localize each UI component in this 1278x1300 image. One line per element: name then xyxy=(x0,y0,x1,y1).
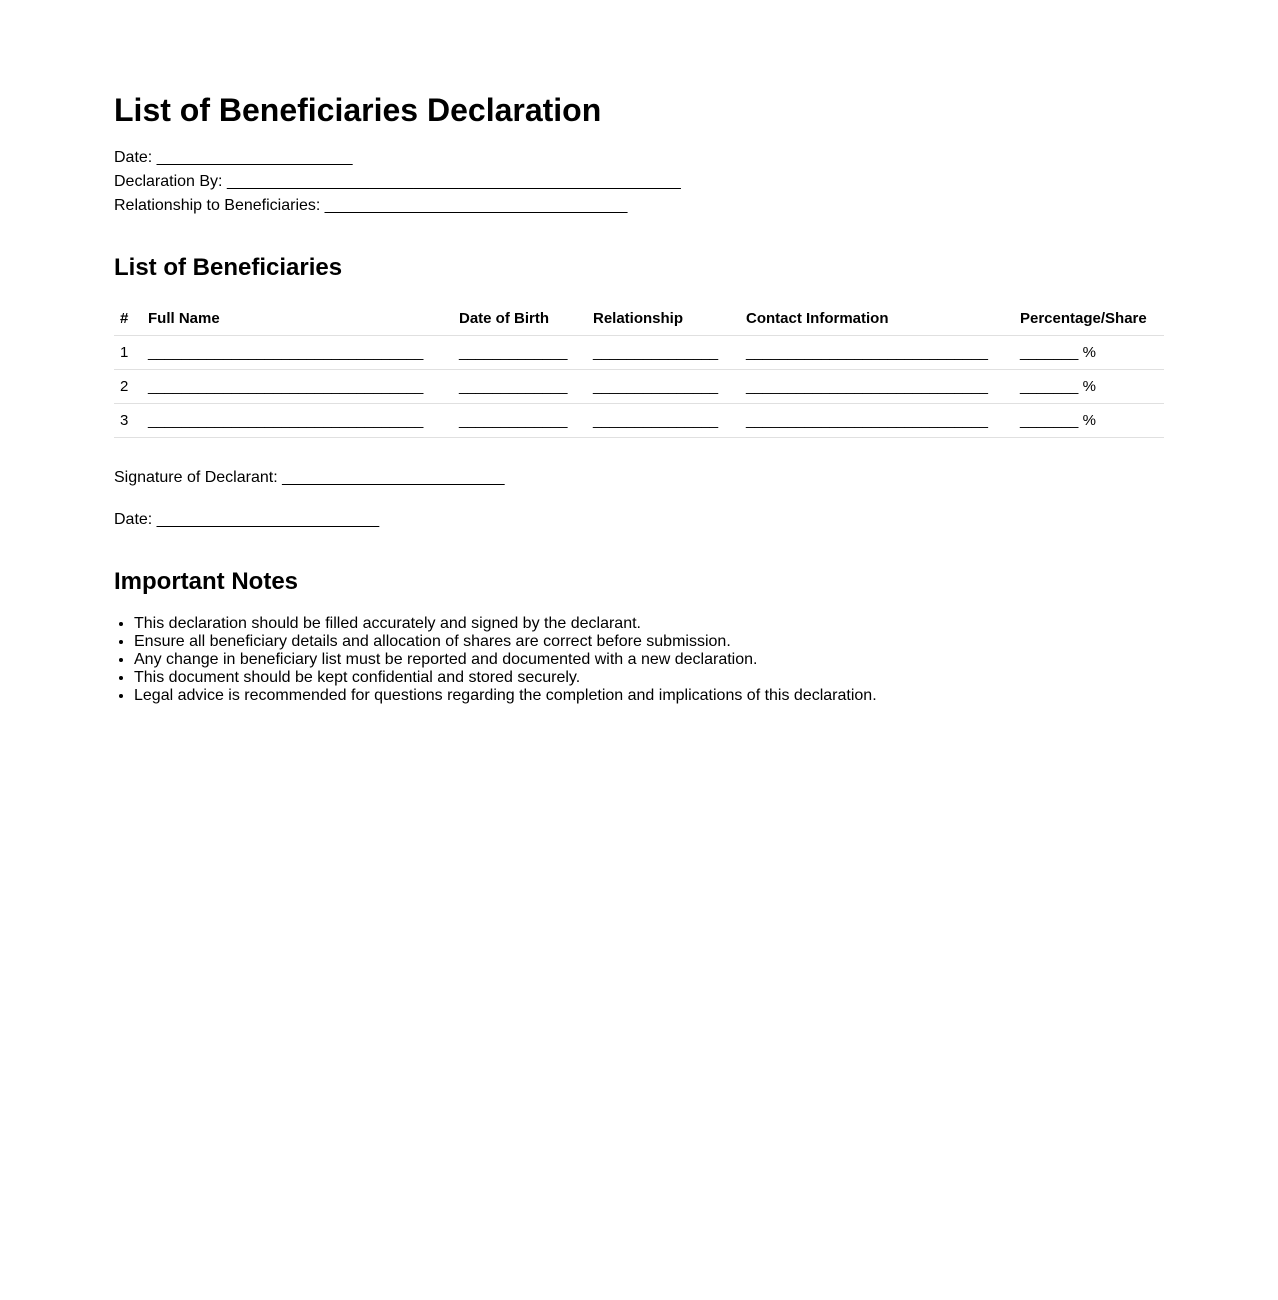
table-row xyxy=(114,370,1164,404)
full-name-blank: _________________________________ xyxy=(142,370,453,404)
row-number: 2 xyxy=(114,370,142,404)
percentage-share-blank: _______ % xyxy=(1014,336,1164,370)
notes-heading: Important Notes xyxy=(114,568,299,595)
full-name-blank: _________________________________ xyxy=(142,336,453,370)
list-item: • Legal advice is recommended for questions regarding the completion and implications of this declaration. xyxy=(134,687,877,705)
row-number: 3 xyxy=(114,404,142,438)
relationship-blank: _______________ xyxy=(587,404,740,438)
table-row xyxy=(114,404,1164,438)
contact-information-blank: _____________________________ xyxy=(740,336,1014,370)
relationship-blank: _______________ xyxy=(587,370,740,404)
relationship-blank: _______________ xyxy=(587,336,740,370)
date-of-birth-blank: _____________ xyxy=(453,370,587,404)
declaration-by-blank: ___________________________________________________ xyxy=(226,173,681,190)
relationship-field xyxy=(114,194,627,218)
signature-blank: _________________________ xyxy=(282,469,505,486)
list-item: • This declaration should be filled accurately and signed by the declarant. xyxy=(134,615,877,633)
relationship-label: Relationship to Beneficiaries: xyxy=(114,197,321,214)
percentage-share-blank: _______ % xyxy=(1014,404,1164,438)
date-label: Date: xyxy=(114,149,153,166)
column-header-number: # xyxy=(114,302,142,336)
list-item: • Ensure all beneficiary details and allocation of shares are correct before submission. xyxy=(134,633,877,651)
list-item: • Any change in beneficiary list must be reported and documented with a new declaration. xyxy=(134,651,877,669)
relationship-blank: __________________________________ xyxy=(324,197,628,214)
table-row xyxy=(114,336,1164,370)
page-title: List of Beneficiaries Declaration xyxy=(114,92,602,128)
date-of-birth-blank: _____________ xyxy=(453,404,587,438)
beneficiaries-heading: List of Beneficiaries xyxy=(114,254,343,281)
signature-date-label: Date: xyxy=(114,511,153,528)
contact-information-blank: _____________________________ xyxy=(740,370,1014,404)
contact-information-blank: _____________________________ xyxy=(740,404,1014,438)
column-header-percentage-share: Percentage/Share xyxy=(1014,302,1164,336)
signature-date-field xyxy=(114,508,379,532)
column-header-full-name: Full Name xyxy=(142,302,453,336)
column-header-relationship: Relationship xyxy=(587,302,740,336)
signature-field xyxy=(114,466,505,490)
date-blank: ______________________ xyxy=(156,149,353,166)
declaration-by-field xyxy=(114,170,681,194)
column-header-contact-information: Contact Information xyxy=(740,302,1014,336)
declaration-by-label: Declaration By: xyxy=(114,173,223,190)
beneficiaries-table xyxy=(114,302,1164,438)
date-of-birth-blank: _____________ xyxy=(453,336,587,370)
date-field xyxy=(114,146,352,170)
notes-list xyxy=(114,615,877,705)
column-header-date-of-birth: Date of Birth xyxy=(453,302,587,336)
list-item: • This document should be kept confidential and stored securely. xyxy=(134,669,877,687)
signature-label: Signature of Declarant: xyxy=(114,469,278,486)
full-name-blank: _________________________________ xyxy=(142,404,453,438)
percentage-share-blank: _______ % xyxy=(1014,370,1164,404)
signature-date-blank: _________________________ xyxy=(156,511,380,528)
row-number: 1 xyxy=(114,336,142,370)
table-header-row xyxy=(114,302,1164,336)
